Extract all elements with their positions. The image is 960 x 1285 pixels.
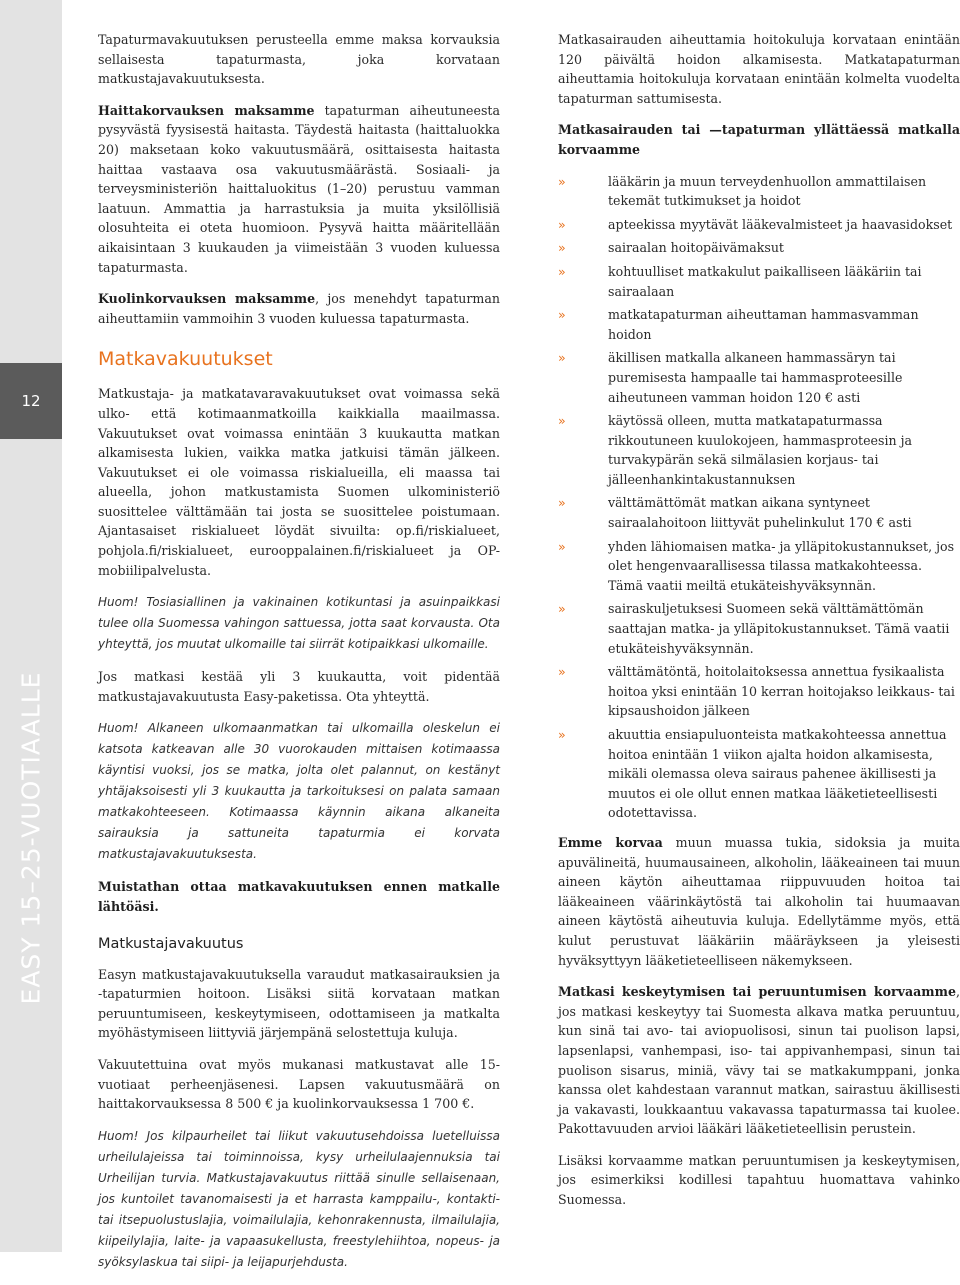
list-item: » matkatapaturman aiheuttaman hammasvamman hoidon: [558, 307, 919, 342]
paragraph-travel-validity: Matkustaja- ja matkatavaravakuutukset ovat voimassa sekä ulko- että kotimaanmatkoilla kaikkialla maailmassa. Vakuutukset ovat voimassa enintään 3 kuukautta matkan alkamisesta lukien, vaikka matka jatkuisi tämän jälkeen. Vakuutukset ei ole voimassa riskialueilla, eli maassa tai alueella, johon matkustamista Suomen ulkoministeriö suosittelee välttämään tai josta se suosittelee poistumaan. Ajantasaiset riskialueet löydät sivuilta: op.fi/riskialueet, pohjola.fi/riskialueet, eurooppalainen.fi/riskialueet ja OP-mobiilipalvelusta.: [98, 386, 500, 578]
list-item: » lääkärin ja muun terveydenhuollon ammattilaisen tekemät tutkimukset ja hoidot: [558, 173, 927, 209]
list-item: » äkillisen matkalla alkaneen hammassäryn tai puremisesta hampaalle tai hammasproteesille aiheutuneen vamman hoidon 120 € asti: [558, 350, 903, 405]
bullet-icon: »: [558, 601, 566, 617]
paragraph-we-compensate: Matkasairauden tai —tapaturman yllättäessä matkalla korvaamme: [558, 122, 960, 157]
paragraph-home-damage: Lisäksi korvaamme matkan peruuntumisen ja keskeytymisen, jos esimerkiksi kodillesi tapahtuu huomattava vahinko Suomessa.: [558, 1152, 960, 1208]
paragraph-care-costs: Matkasairauden aiheuttamia hoitokuluja korvataan enintään 120 päivältä hoidon alkamisesta. Matkatapaturman aiheuttamia hoitokuluja korvataan enintään kolmelta vuodelta tapaturman sattumisesta.: [558, 32, 960, 106]
bold-lead: Haittakorvauksen maksamme: [98, 102, 315, 118]
bullet-icon: »: [558, 350, 566, 366]
right-column: [558, 30, 960, 1222]
paragraph-trip-interruption: Matkasi keskeytymisen tai peruuntumisen korvaamme, jos matkasi keskeytyy tai Suomesta alkava matka peruuntuu, kun sinä tai avo- tai aviopuolisosi, sinun tai puolison lapsi, lapsenlapsi, vanhempasi, iso- tai appivanhempasi, sinun tai puolison sisarus, miniä, vävy tai se matkakumppani, jonka kanssa olet kahdestaan varannut matkan, sairastuu äkillisesti ja vakavasti, loukkaantuu vakavassa tapaturmassa tai kuolee. Pakottavuuden arvioi lääkäri lääketieteellisin perustein.: [558, 984, 960, 1137]
list-item: » kohtuulliset matkakulut paikalliseen lääkäriin tai sairaalaan: [558, 263, 922, 299]
bullet-icon: »: [558, 495, 566, 511]
note-residence: Huom! Tosiasiallinen ja vakinainen kotikuntasi ja asuinpaikkasi tulee olla Suomessa vahingon sattuessa, jotta saat korvausta. Ota yhteyttä, jos muutat ulkomaille tai siirrät kotipaikkasi ulkomaille.: [98, 595, 500, 652]
list-item: » välttämätöntä, hoitolaitoksessa annettua fysikaalista hoitoa yksi enintään 10 kerran hoitojakso leikkaus- tai kipsaushoidon jälkeen: [558, 664, 955, 719]
list-item: » käytössä olleen, mutta matkatapaturmassa rikkoutuneen kuulokojeen, hammasproteesin ja turvakypärän sekä silmälasien korjaus- tai jälleenhankintakustannuksen: [558, 413, 913, 487]
paragraph-passenger-coverage: Easyn matkustajavakuutuksella varaudut matkasairauksien ja -tapaturmien hoitoon. Lisäksi siitä korvataan matkan peruuntumiseen, keskeytymiseen, odottamiseen ja matkalta myöhästymiseen liittyviä järjempänä selostettuja kuluja.: [98, 966, 500, 1041]
sidebar: [0, 0, 62, 1252]
paragraph-death-compensation: Kuolinkorvauksen maksamme, jos menehdyt tapaturman aiheuttamiin vammoihin 3 vuoden kuluessa tapaturmasta.: [98, 291, 500, 326]
bold-lead: Emme korvaa: [558, 834, 663, 850]
note-sports: Huom! Jos kilpaurheilet tai liikut vakuutusehdoissa luetelluissa urheilulajeissa tai toiminnoissa, kysy urheilulaajennuksia tai Urheilijan turvia. Matkustajavakuutus riittää sinulle sellaisenaan, jos kuntoilet tavanomaisesti ja et harrasta kamppailu-, kontakti- tai itsepuolustuslajia, voimailulajia, kehonrakennusta, ilmailulajia, kiipeilylajia, laite- ja vapaasukellusta, freestylehiihtoa, nopeus- ja syöksylaskua tai siipi- ja leijapurjehdusta.: [98, 1128, 500, 1269]
paragraph-family-members: Vakuutettuina ovat myös mukanasi matkustavat alle 15-vuotiaat perheenjäsenesi. Lapsen vakuutusmäärä on haittakorvauksessa 8 500 € ja kuolinkorvauksessa 1 700 €.: [98, 1057, 500, 1112]
list-item: » apteekissa myytävät lääkevalmisteet ja haavasidokset: [558, 215, 960, 235]
bold-lead: Kuolinkorvauksen maksamme: [98, 291, 316, 307]
list-item: » akuuttia ensiapuluonteista matkakohteessa annettua hoitoa enintään 1 viikon ajalta hoidon alkamisesta, mikäli olemassa oleva sairaus pahenee äkillisesti ja muutos ei ole ollut ennen matkaa lääketieteellisesti odotettavissa.: [558, 727, 947, 821]
sidebar-title: EASY 15–25-VUOTIAALLE: [16, 671, 46, 1005]
paragraph-disability-compensation: Haittakorvauksen maksamme tapaturman aiheutuneesta pysyvästä fyysisestä haitasta. Täydestä haitasta (haittaluokka 20) maksetaan koko vakuutusmäärä, osittaisesta haitasta haittaa vastaava osa vakuutusmäärästä. Sosiaali- ja terveysministeriön haittaluokitus (1–20) perustuu vamman laatuun. Ammattia ja harrastuksia ja muita yksilöllisiä olosuhteita ei oteta huomioon. Pysyvä haitta määritellään aikaisintaan 3 kuukauden ja viimeistään 3 vuoden kuluessa tapaturmasta.: [98, 102, 500, 275]
note-home-visit: Huom! Alkaneen ulkomaanmatkan tai ulkomailla oleskelun ei katsota katkeavan alle 30 vuorokauden mittaisen kotimaassa käyntisi vuoksi, jos se matka, jolta olet palannut, on kestänyt yhtäjaksoisesti yli 3 kuukautta ja tarkoituksesi on palata samaan matkakohteeseen. Kotimaassa käynnin aikana alkaneita sairauksia ja sattuneita tapaturmia ei korvata matkustajavakuutuksesta.: [98, 721, 500, 862]
paragraph-not-compensated: Emme korvaa muun muassa tukia, sidoksia ja muita apuvälineitä, huumausaineen, alkoholin, lääkeaineen tai muun aineen käytön aiheuttamaa riippuvuuden hoitoa tai lääkeaineen väärinkäytöstä tai alkoholin tai huumaavan aineen käytöstä aiheutuvia kuluja. Edellytämme myös, että kulut perustuvat lääkäriin määräykseen ja yleisesti hyväksyttyyn lääketieteelliseen näkemykseen.: [558, 834, 960, 968]
bullet-icon: »: [558, 413, 566, 429]
bullet-icon: »: [558, 216, 566, 232]
compensation-list: [558, 172, 960, 823]
list-item: » sairaskuljetuksesi Suomeen sekä välttämättömän saattajan matka- ja ylläpitokustannukset. Tämä vaatii etukäteishyväksynnän.: [558, 601, 950, 656]
bullet-icon: »: [558, 240, 566, 256]
list-item: » välttämättömät matkan aikana syntyneet sairaalahoitoon liittyvät puhelinkulut 170 € asti: [558, 495, 912, 531]
bold-lead: Matkasi keskeytymisen tai peruuntumisen korvaamme: [558, 984, 956, 1000]
list-item: » sairaalan hoitopäivämaksut: [558, 238, 960, 258]
bullet-icon: »: [558, 173, 566, 189]
bullet-icon: »: [558, 263, 566, 279]
paragraph-extend: Jos matkasi kestää yli 3 kuukautta, voit pidentää matkustajavakuutusta Easy-paketissa. Ota yhteyttä.: [98, 669, 500, 704]
heading-travel-insurance: Matkavakuutukset: [98, 348, 273, 371]
paragraph-exclusion: Tapaturmavakuutuksen perusteella emme maksa korvauksia sellaisesta tapaturmasta, joka korvataan matkustajavakuutuksesta.: [98, 32, 500, 87]
list-item: » yhden lähiomaisen matka- ja ylläpitokustannukset, jos olet hengenvaarallisessa tilassa matkakohteessa. Tämä vaatii meiltä etukäteishyväksynnän.: [558, 538, 955, 593]
left-column: [98, 30, 500, 1285]
page-number: 12: [0, 363, 62, 439]
bullet-icon: »: [558, 727, 566, 742]
bullet-icon: »: [558, 664, 566, 680]
heading-passenger-insurance: Matkustajavakuutus: [98, 935, 244, 952]
bullet-icon: »: [558, 538, 566, 554]
bullet-icon: »: [558, 307, 566, 323]
paragraph-reminder: Muistathan ottaa matkavakuutuksen ennen matkalle lähtöäsi.: [98, 879, 500, 915]
